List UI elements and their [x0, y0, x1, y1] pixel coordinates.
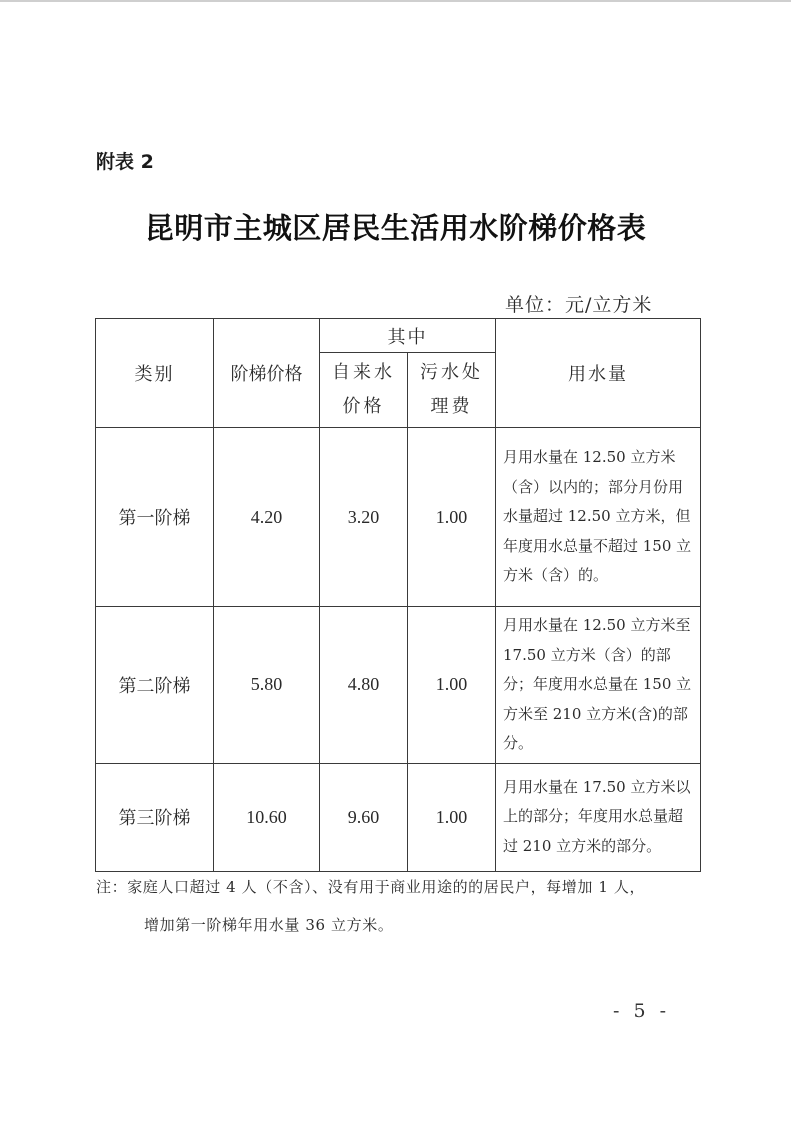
- row-sewage-fee: 1.00: [408, 763, 496, 871]
- row-sewage-fee: 1.00: [408, 428, 496, 607]
- table-row: [96, 428, 701, 607]
- row-category: 第三阶梯: [96, 763, 214, 871]
- header-row: [96, 319, 701, 353]
- page-number: - 5 -: [613, 1000, 671, 1022]
- row-water-usage: 月用水量在 12.50 立方米（含）以内的；部分月份用水量超过 12.50 立方米，但年度用水总量不超过 150 立方米（含）的。: [496, 428, 701, 607]
- header-water-usage: 用水量: [496, 319, 701, 428]
- header-sewage-fee-line2: 理费: [430, 396, 473, 417]
- row-water-usage: 月用水量在 17.50 立方米以上的部分；年度用水总量超过 210 立方米的部分。: [496, 763, 701, 871]
- header-tap-water-price-line2: 价格: [342, 396, 385, 417]
- header-category: 类别: [96, 319, 214, 428]
- row-tier-price: 5.80: [214, 607, 320, 764]
- document-title: 昆明市主城区居民生活用水阶梯价格表: [144, 211, 647, 245]
- water-price-table: [95, 318, 701, 872]
- row-tap-water-price: 3.20: [320, 428, 408, 607]
- unit-label: 单位：元/立方米: [505, 294, 653, 316]
- row-category: 第一阶梯: [96, 428, 214, 607]
- footnote-line-1: 注：家庭人口超过 4 人（不含）、没有用于商业用途的的居民户，每增加 1 人，: [96, 878, 646, 896]
- appendix-label: 附表 2: [96, 151, 154, 173]
- row-tier-price: 4.20: [214, 428, 320, 607]
- table-row: [96, 607, 701, 764]
- footnote-line-2: 增加第一阶梯年用水量 36 立方米。: [144, 916, 394, 934]
- header-tap-water-price: [320, 353, 408, 428]
- header-tier-price: 阶梯价格: [214, 319, 320, 428]
- row-water-usage: 月用水量在 12.50 立方米至 17.50 立方米（含）的部分；年度用水总量在 150 立方米至 210 立方米(含)的部分。: [496, 607, 701, 764]
- row-sewage-fee: 1.00: [408, 607, 496, 764]
- header-sewage-fee-line1: 污水处: [420, 362, 483, 383]
- row-tier-price: 10.60: [214, 763, 320, 871]
- header-tap-water-price-line1: 自来水: [332, 362, 395, 383]
- top-border-line: [0, 0, 791, 2]
- header-sewage-fee: [408, 353, 496, 428]
- row-category: 第二阶梯: [96, 607, 214, 764]
- row-tap-water-price: 4.80: [320, 607, 408, 764]
- table-row: [96, 763, 701, 871]
- header-of-which: 其中: [320, 319, 496, 353]
- row-tap-water-price: 9.60: [320, 763, 408, 871]
